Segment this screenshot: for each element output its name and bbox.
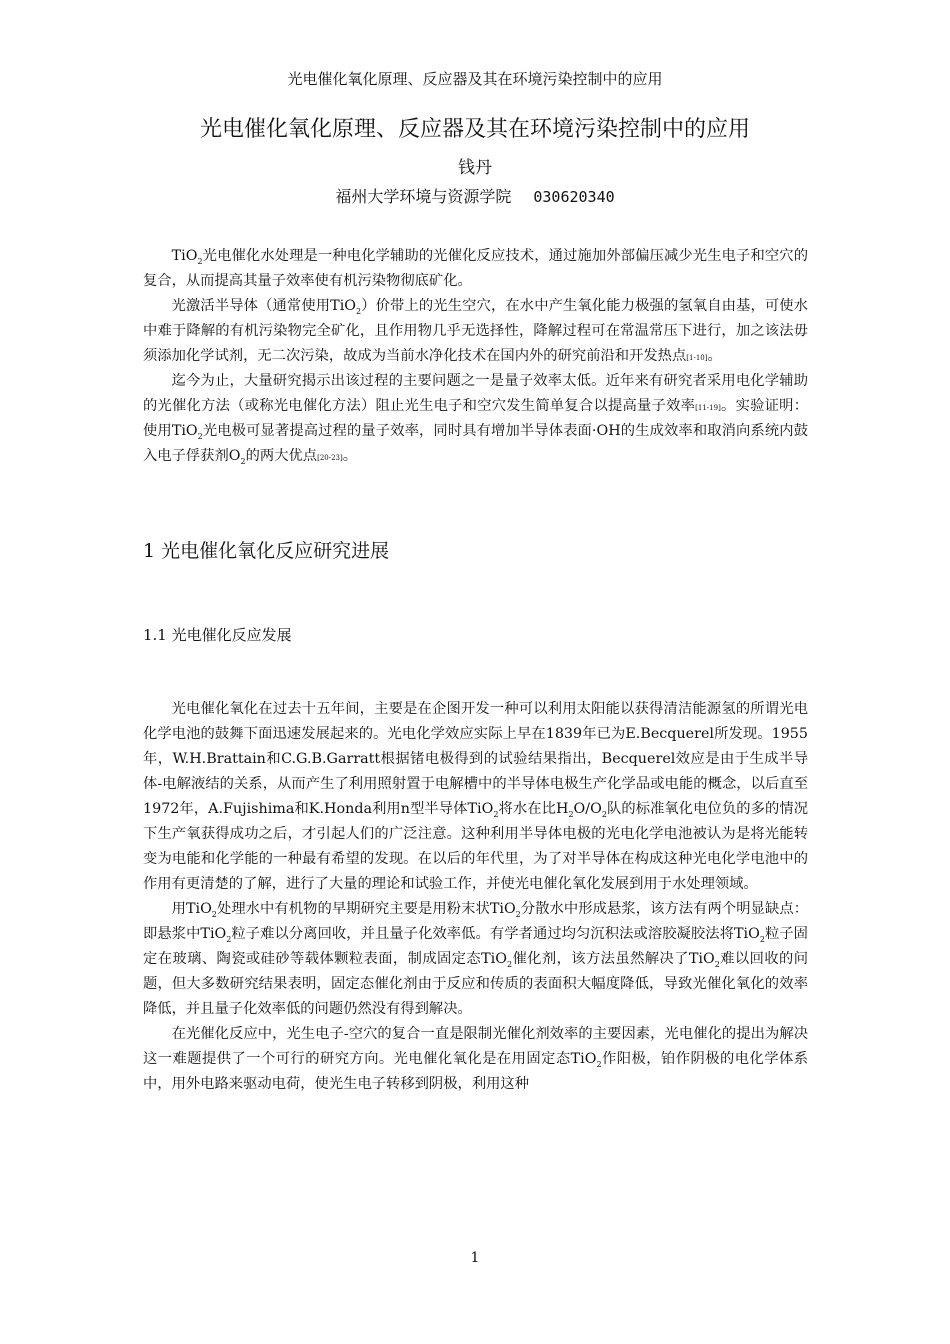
intro-paragraph-2: 光激活半导体（通常使用TiO$_2$）价带上的光生空穴，在水中产生氧化能力极强的氢氧自由基，可使水中难于降解的有机污染物完全矿化，且作用物几乎无选择性，降解过程可在常温常压下进行，加之该法毋须添加化学试剂，无二次污染，故成为当前水净化技术在国内外的研究前沿和开发热点[1-10]。 bbox=[143, 298, 808, 364]
citation: [20-23] bbox=[317, 454, 343, 462]
running-header: 光电催化氧化原理、反应器及其在环境污染控制中的应用 bbox=[287, 70, 663, 88]
body-section bbox=[143, 697, 808, 1097]
affiliation-org: 福州大学环境与资源学院 bbox=[335, 187, 512, 206]
intro-paragraph-1: TiO$_2$光电催化水处理是一种电化学辅助的光催化反应技术，通过施加外部偏压减少光生电子和空穴的复合，从而提高其量子效率使有机污染物彻底矿化。 bbox=[143, 248, 808, 289]
body-paragraph-2: 用TiO$_2$处理水中有机物的早期研究主要是用粉末状TiO$_2$分散水中形成悬浆，该方法有两个明显缺点：即悬浆中TiO$_2$粒子难以分离回收，并且量子化效率低。有学者通过均匀沉积法或溶胶凝胶法将TiO$_2$粒子固定在玻璃、陶瓷或硅砂等载体颗粒表面，制成固定态TiO$_2$催化剂，该方法虽然解决了TiO$_2$难以回收的问题，但大多数研究结果表明，固定态催化剂由于反应和传质的表面积大幅度降低，导致光催化氧化的效率降低，并且量子化效率低的问题仍然没有得到解决。 bbox=[143, 901, 809, 1017]
body-paragraph-1: 光电催化氧化在过去十五年间，主要是在企图开发一种可以利用太阳能以获得清洁能源氢的所谓光电化学电池的鼓舞下面迅速发展起来的。光电化学效应实际上早在1839年已为E.Becquerel所发现。1955年，W.H.Brattain和C.G.B.Garratt根据锗电极得到的试验结果指出，Becquerel效应是由于生成半导体-电解液结的关系，从而产生了利用照射置于电解槽中的半导体电极生产化学品或电能的概念，以后直至1972年，A.Fujishima和K.Honda利用n型半导体TiO$_2$将水在比$H_2O/O_2$队的标准氧化电位负的多的情况下生产氧获得成功之后，才引起人们的广泛注意。这种利用半导体电极的光电化学电池被认为是将光能转变为电能和化学能的一种最有希望的发现。在以后的年代里，为了对半导体在构成这种光电化学电池中的作用有更清楚的了解，进行了大量的理论和试验工作，并使光电催化氧化发展到用于水处理领域。 bbox=[143, 701, 809, 892]
citation: [1-10] bbox=[686, 354, 708, 362]
paper-title: 光电催化氧化原理、反应器及其在环境污染控制中的应用 bbox=[199, 117, 750, 142]
page-number: 1 bbox=[470, 1250, 480, 1266]
student-id: 030620340 bbox=[533, 188, 615, 206]
intro-paragraph-3: 迄今为止，大量研究揭示出该过程的主要问题之一是量子效率太低。近年来有研究者采用电化学辅助的光催化方法（或称光电催化方法）阻止光生电子和空穴发生简单复合以提高量子效率[11-19]。实验证明：使用TiO$_2$光电极可显著提高过程的量子效率，同时具有增加半导体表面·OH的生成效率和取消向系统内鼓入电子俘获剂$O_2$的两大优点[20-23]。 bbox=[143, 373, 808, 466]
citation: [11-19] bbox=[695, 404, 721, 412]
section-heading-1: 1 光电催化氧化反应研究进展 bbox=[143, 540, 390, 562]
affiliation bbox=[0, 184, 950, 207]
author-name: 钱丹 bbox=[458, 158, 492, 178]
subsection-heading-1-1: 1.1 光电催化反应发展 bbox=[143, 626, 292, 644]
body-paragraph-3: 在光催化反应中，光生电子-空穴的复合一直是限制光催化剂效率的主要因素，光电催化的提出为解决这一难题提供了一个可行的研究方向。光电催化氧化是在用固定态TiO$_2$作阳极，铂作阴极的电化学体系中，用外电路来驱动电荷，使光生电子转移到阴极，利用这种 bbox=[143, 1026, 809, 1092]
abstract-section bbox=[143, 244, 808, 469]
